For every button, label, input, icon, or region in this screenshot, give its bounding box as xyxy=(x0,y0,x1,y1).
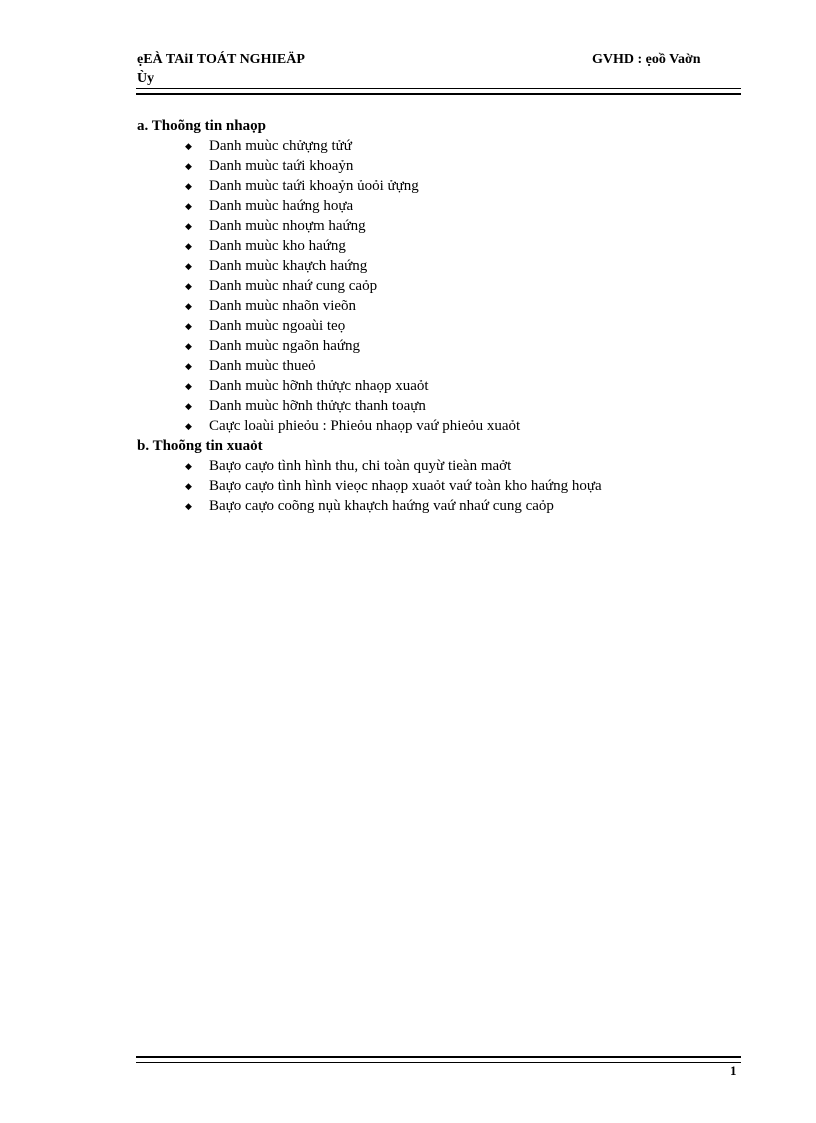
page-number: 1 xyxy=(730,1063,737,1078)
diamond-bullet-icon: ◆ xyxy=(185,161,192,171)
list-item xyxy=(137,456,737,476)
diamond-bullet-icon: ◆ xyxy=(185,461,192,471)
header-left xyxy=(137,50,305,88)
list-item-text: Danh muùc taứi khoaỷn xyxy=(209,158,354,174)
diamond-bullet-icon: ◆ xyxy=(185,221,192,231)
supervisor-label: GVHD : ẹoồ Vaờn xyxy=(592,52,701,67)
list-item xyxy=(137,316,737,336)
section-list xyxy=(137,136,737,436)
diamond-bullet-icon: ◆ xyxy=(185,301,192,311)
list-item-text: Danh muùc khaựch haứng xyxy=(209,258,368,274)
list-item-text: Danh muùc nhoựm haứng xyxy=(209,218,366,234)
diamond-bullet-icon: ◆ xyxy=(185,321,192,331)
list-item-text: Danh muùc haứng hoựa xyxy=(209,198,354,214)
list-item xyxy=(137,196,737,216)
section-input-info xyxy=(137,116,737,436)
list-item xyxy=(137,416,737,436)
diamond-bullet-icon: ◆ xyxy=(185,481,192,491)
list-item-text: Danh muùc hỡnh thửực thanh toaựn xyxy=(209,398,426,414)
list-item xyxy=(137,296,737,316)
list-item-text: Baựo caựo coõng nụù khaựch haứng vaứ nhaứ cung caỏp xyxy=(209,498,554,514)
list-item-text: Baựo caựo tình hình vieọc nhaọp xuaỏt vaứ toàn kho haứng hoựa xyxy=(209,478,602,494)
list-item xyxy=(137,376,737,396)
diamond-bullet-icon: ◆ xyxy=(185,181,192,191)
section-list xyxy=(137,456,737,516)
list-item-text: Caực loaùi phieỏu : Phieỏu nhaọp vaứ phieỏu xuaỏt xyxy=(209,418,521,434)
diamond-bullet-icon: ◆ xyxy=(185,201,192,211)
list-item xyxy=(137,276,737,296)
diamond-bullet-icon: ◆ xyxy=(185,401,192,411)
list-item xyxy=(137,496,737,516)
list-item-text: Danh muùc chửựng tửứ xyxy=(209,138,352,154)
list-item-text: Danh muùc ngaõn haứng xyxy=(209,338,361,354)
list-item-text: Baựo caựo tình hình thu, chi toàn quyừ tieàn maởt xyxy=(209,458,512,474)
diamond-bullet-icon: ◆ xyxy=(185,241,192,251)
list-item xyxy=(137,136,737,156)
diamond-bullet-icon: ◆ xyxy=(185,501,192,511)
diamond-bullet-icon: ◆ xyxy=(185,421,192,431)
list-item xyxy=(137,256,737,276)
list-item-text: Danh muùc hỡnh thửực nhaọp xuaỏt xyxy=(209,378,429,394)
section-title: a. Thoõng tin nhaọp xyxy=(137,118,266,134)
list-item xyxy=(137,156,737,176)
diamond-bullet-icon: ◆ xyxy=(185,361,192,371)
list-item-text: Danh muùc ngoaùi teọ xyxy=(209,318,346,334)
section-output-info xyxy=(137,436,737,516)
diamond-bullet-icon: ◆ xyxy=(185,341,192,351)
diamond-bullet-icon: ◆ xyxy=(185,281,192,291)
list-item-text: Danh muùc nhaứ cung caỏp xyxy=(209,278,378,294)
diamond-bullet-icon: ◆ xyxy=(185,141,192,151)
list-item xyxy=(137,236,737,256)
footer-rule xyxy=(136,1056,741,1063)
list-item xyxy=(137,356,737,376)
diamond-bullet-icon: ◆ xyxy=(185,261,192,271)
list-item-text: Danh muùc kho haứng xyxy=(209,238,346,254)
header-rule xyxy=(136,88,741,95)
list-item xyxy=(137,336,737,356)
document-title: ẹEÀ TAiI TOÁT NGHIEÄP xyxy=(137,52,305,67)
page-content xyxy=(137,116,737,516)
list-item-text: Danh muùc taứi khoaỷn ủoỏi ửựng xyxy=(209,178,419,194)
list-item xyxy=(137,176,737,196)
list-item xyxy=(137,216,737,236)
list-item xyxy=(137,476,737,496)
list-item-text: Danh muùc thueỏ xyxy=(209,358,316,374)
list-item-text: Danh muùc nhaõn vieõn xyxy=(209,298,357,314)
document-title-continued: Ùy xyxy=(137,71,155,86)
section-title: b. Thoõng tin xuaỏt xyxy=(137,438,263,454)
diamond-bullet-icon: ◆ xyxy=(185,381,192,391)
list-item xyxy=(137,396,737,416)
